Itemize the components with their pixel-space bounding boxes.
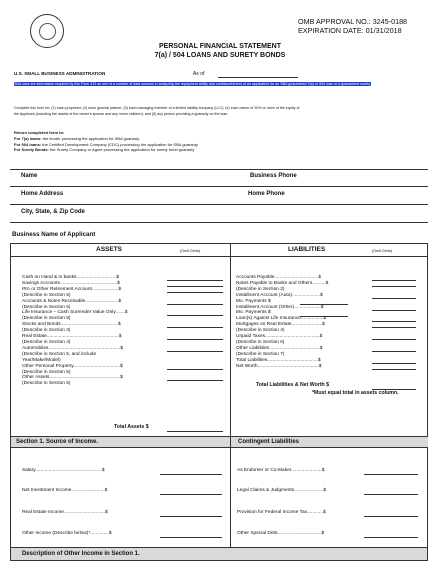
liabilities-omit-cents: (Omit Cents) xyxy=(372,249,393,253)
liability-row[interactable]: Installment Account (Other)....................$ xyxy=(236,304,324,310)
divider xyxy=(10,186,428,187)
asset-note: (Describe in Section 4) xyxy=(22,339,71,345)
legal-claims-row[interactable]: Legal Claims & Judgments......................$ xyxy=(237,488,327,493)
amount-line xyxy=(364,516,418,517)
divider xyxy=(10,169,428,170)
asset-row[interactable]: Other Assets.....................................................$ xyxy=(22,375,123,381)
agency-name: U.S. SMALL BUSINESS ADMINISTRATION xyxy=(14,71,106,76)
liabilities-heading: LIABILITIES xyxy=(288,246,326,253)
assets-omit-cents: (Omit Cents) xyxy=(180,249,201,253)
liability-row[interactable]: Mo. Payments $ xyxy=(236,310,271,316)
description-other-income-heading: Description of Other Income in Section 1. xyxy=(22,551,140,557)
federal-tax-row[interactable]: Provision for Federal Income Tax............$ xyxy=(237,510,326,515)
liability-row[interactable]: Net Worth..............................................$ xyxy=(236,363,322,369)
business-name-field[interactable]: Business Name of Applicant xyxy=(12,231,96,238)
header-divider xyxy=(10,256,428,257)
amount-line xyxy=(364,474,418,475)
other-income-row[interactable]: Other Income (Describe below)*..............$ xyxy=(22,531,112,536)
asset-note: (Describe in Section 5, and include xyxy=(22,351,97,357)
liability-row[interactable]: Mo. Payments $ xyxy=(236,298,271,304)
liability-row[interactable]: Other Liabilities......................................$ xyxy=(236,345,323,351)
amount-line xyxy=(364,537,418,538)
liabilities-list xyxy=(236,275,328,370)
liability-row[interactable]: Accounts Payable.................................$ xyxy=(236,275,322,280)
divider xyxy=(10,222,428,223)
total-assets-label: Total Assets $ xyxy=(114,424,149,430)
intro-paragraph-2b: the Applicant (including the assets of the owner's spouse and any minor children); and (5) any person providing a guaranty on the loan. xyxy=(14,112,229,116)
liability-note: (Describe in Section 7) xyxy=(236,351,285,357)
liability-note: (Describe in Section 2) xyxy=(236,286,285,292)
liability-row[interactable]: Loan(s) Against Life Insurance.................$ xyxy=(236,316,327,322)
city-state-zip-field[interactable]: City, State, & Zip Code xyxy=(21,209,85,215)
asset-row[interactable]: Savings Accounts...........................................$ xyxy=(22,280,120,286)
salary-row[interactable]: Salary..................................................$ xyxy=(22,468,105,473)
asset-note: (Describe in Section 3) xyxy=(22,328,71,334)
asset-note: (Describe in Section 5) xyxy=(22,381,71,387)
return-to-block: Return completed form to: For 7(a) loans: the lender processing the application for SBA guaranty For 504 loans: the Certified Development Company (CDC) processing the application for SBA guaranty For Surety Bonds: the Surety Company or Agent processing the application for surety bond guaranty xyxy=(14,130,198,153)
asset-row[interactable]: Real Estate......................................................$ xyxy=(22,334,122,340)
business-phone-field[interactable]: Business Phone xyxy=(250,173,297,179)
asset-note: Year/Make/Model) xyxy=(22,357,61,363)
liability-note: (Describe in Section 6) xyxy=(236,339,285,345)
asset-note: (Describe in Section 8) xyxy=(22,316,71,322)
liability-row[interactable]: Installment Account (Auto).....................$ xyxy=(236,292,323,298)
assets-heading: ASSETS xyxy=(96,246,123,253)
net-investment-income-row[interactable]: Net Investment Income.........................$ xyxy=(22,488,108,493)
form-subtitle: 7(a) / 504 LOANS AND SURETY BONDS xyxy=(154,52,286,59)
asset-row[interactable]: IRA or Other Retirement Account....................$ xyxy=(22,286,122,292)
section1-heading: Section 1. Source of Income. xyxy=(16,439,99,445)
liability-row[interactable]: Notes Payable to Banks and Others..........$ xyxy=(236,280,329,286)
omb-approval: OMB APPROVAL NO.: 3245-0188 xyxy=(298,17,408,26)
amount-line xyxy=(160,494,222,495)
asset-note: (Describe in Section 5) xyxy=(22,292,71,298)
real-estate-income-row[interactable]: Real Estate Income...............................$ xyxy=(22,510,108,515)
asset-row[interactable]: Automobiles......................................................$ xyxy=(22,345,124,351)
as-of-label: As of xyxy=(193,71,205,77)
home-phone-field[interactable]: Home Phone xyxy=(248,191,285,197)
form-title: PERSONAL FINANCIAL STATEMENT xyxy=(159,43,281,50)
asset-note: (Describe in Section 5) xyxy=(22,304,71,310)
assets-list xyxy=(22,275,127,387)
amount-line xyxy=(160,516,222,517)
amount-line xyxy=(160,537,222,538)
column-divider xyxy=(230,436,231,448)
asset-row[interactable]: Cash on Hand & in banks..............................$ xyxy=(22,275,120,280)
home-address-field[interactable]: Home Address xyxy=(21,191,64,197)
asset-row[interactable]: Life Insurance – Cash Surrender Value Only.......$ xyxy=(22,310,128,316)
liability-row[interactable]: Unpaid Taxes.........................................$ xyxy=(236,334,323,340)
liability-note: (Describe in Section 4) xyxy=(236,328,285,334)
endorser-row[interactable]: As Endorser or Co-Maker.......................$ xyxy=(237,468,325,473)
asset-note: (Describe in Section 5) xyxy=(22,369,71,375)
asset-row[interactable]: Other Personal Property...................................$ xyxy=(22,363,123,369)
asset-row[interactable]: Accounts & Notes Receivable.........................$ xyxy=(22,298,122,304)
amount-line xyxy=(364,494,418,495)
must-equal-note: *Must equal total in assets column. xyxy=(312,390,399,396)
name-field[interactable]: Name xyxy=(21,173,38,179)
column-divider xyxy=(230,243,231,556)
as-of-field[interactable] xyxy=(218,77,298,78)
divider xyxy=(10,204,428,205)
total-liabilities-net-worth-label: Total Liabilities & Net Worth $ xyxy=(256,382,330,388)
other-special-debt-row[interactable]: Other Special Debt.................................$ xyxy=(237,531,325,536)
expiration-date: EXPIRATION DATE: 01/31/2018 xyxy=(298,26,402,35)
omb-info xyxy=(298,17,407,35)
liability-row[interactable]: Total Liabilities......................................$ xyxy=(236,357,321,363)
liability-row[interactable]: Mortgages on Real Estate.......................$ xyxy=(236,322,325,328)
intro-paragraph-2a: Complete this form for: (1) each proprietor; (2) each general partner; (3) each managing member of a limited liability company (LLC); (4) each owner of 20% or more of the equity of xyxy=(14,106,300,110)
total-assets-field[interactable] xyxy=(167,431,223,432)
asset-row[interactable]: Stocks and Bonds...........................................$ xyxy=(22,322,121,328)
intro-paragraph-1: SBA uses the information required by this Form 413 as one of a number of data sources in analyzing the repayment ability and creditworthiness of an application for an SBA guaranteed 7(a) or 504 loan or a guaranteed surety. xyxy=(14,82,371,86)
amount-line xyxy=(160,474,222,475)
contingent-liabilities-heading: Contingent Liabilities xyxy=(238,439,299,445)
